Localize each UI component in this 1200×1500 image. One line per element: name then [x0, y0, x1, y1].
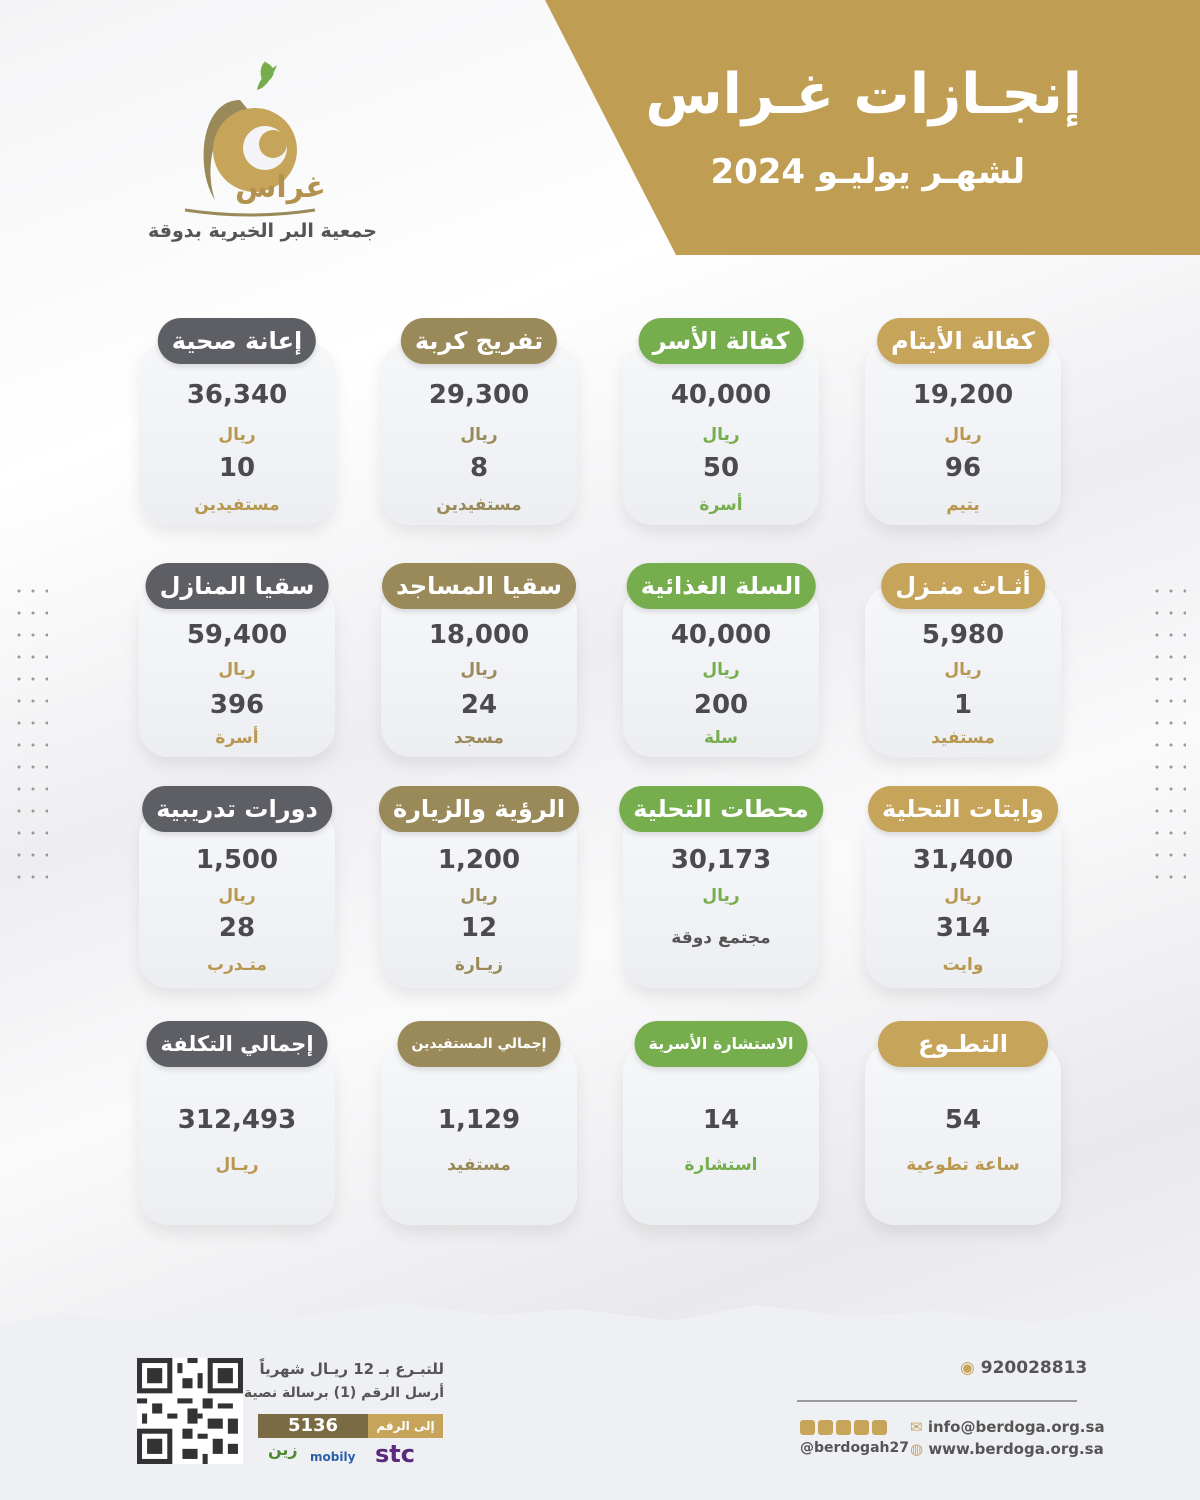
card-volunteering	[865, 1030, 1061, 1225]
card-relief	[381, 327, 577, 525]
card-amount-unit: ريال	[218, 886, 256, 906]
card-count-unit: وايت	[942, 955, 984, 975]
card-amount-unit: ساعة تطوعية	[906, 1155, 1020, 1175]
card-count-unit: مستفيد	[931, 728, 995, 748]
card-amount-unit: ريال	[218, 660, 256, 680]
tiktok-icon[interactable]	[854, 1420, 869, 1435]
card-amount: 54	[944, 1105, 982, 1135]
card-amount-unit: مستفيد	[447, 1155, 511, 1175]
card-amount: 19,200	[912, 380, 1014, 410]
carrier-stc: stc	[375, 1440, 415, 1468]
card-amount: 18,000	[428, 620, 530, 650]
card-count-unit: متـدرب	[207, 955, 267, 975]
card-count-unit: يتيم	[946, 495, 980, 515]
card-count-unit: مستفيدين	[194, 495, 280, 515]
card-title: إجمالي التكلفة	[146, 1021, 327, 1067]
globe-icon: ◍	[910, 1440, 924, 1458]
card-count: 24	[460, 690, 498, 720]
card-mosque-water	[381, 572, 577, 757]
card-visitation	[381, 795, 577, 988]
card-count: 314	[935, 913, 991, 943]
card-amount-unit: ريال	[702, 886, 740, 906]
card-amount-unit: ريال	[944, 660, 982, 680]
mail-icon: ✉	[910, 1418, 923, 1436]
card-title: أثـاث منـزل	[881, 563, 1045, 609]
card-amount: 1,129	[437, 1105, 521, 1135]
card-title: محطات التحلية	[619, 786, 823, 832]
card-amount: 1,500	[195, 845, 279, 875]
card-amount: 31,400	[912, 845, 1014, 875]
card-count: 8	[469, 453, 489, 483]
card-amount-unit: ريال	[702, 660, 740, 680]
card-count: 1	[953, 690, 973, 720]
card-count: 10	[218, 453, 256, 483]
card-title: دورات تدريبية	[142, 786, 332, 832]
sms-code-box	[258, 1414, 443, 1438]
whatsapp-icon: ◉	[960, 1358, 975, 1378]
card-title: التطـوع	[878, 1021, 1048, 1067]
card-count-unit: مستفيدين	[436, 495, 522, 515]
decor-dots-right	[1150, 580, 1186, 880]
donate-line-1: للتبـرع بـ 12 ريـال شهرياً	[259, 1360, 444, 1378]
logo-name: غراس	[235, 170, 326, 205]
card-count-unit: مسجد	[454, 728, 504, 748]
card-count-unit: سلة	[704, 728, 738, 748]
card-count: 12	[460, 913, 498, 943]
card-count: 396	[209, 690, 265, 720]
logo-org: جمعية البر الخيرية بدوقة	[148, 220, 377, 242]
card-amount: 30,173	[670, 845, 772, 875]
card-amount: 5,980	[921, 620, 1005, 650]
card-count-unit: أسرة	[699, 495, 743, 515]
card-total-beneficiaries	[381, 1036, 577, 1225]
card-title: كفالة الأيتام	[877, 318, 1049, 364]
social-icons[interactable]	[800, 1420, 887, 1436]
card-amount: 59,400	[186, 620, 288, 650]
email-text: info@berdoga.org.sa	[927, 1418, 1105, 1436]
card-amount: 40,000	[670, 380, 772, 410]
social-handle: @berdogah27	[800, 1440, 909, 1456]
card-count-unit: زيـارة	[454, 955, 504, 975]
card-total-cost	[139, 1032, 335, 1225]
card-amount: 29,300	[428, 380, 530, 410]
card-title: كفالة الأسر	[639, 318, 804, 364]
card-amount-unit: ريال	[702, 425, 740, 445]
sms-code-number: 5136	[258, 1414, 368, 1438]
card-amount: 36,340	[186, 380, 288, 410]
card-amount-unit: ريال	[944, 886, 982, 906]
card-title: الاستشارة الأسرية	[635, 1021, 808, 1067]
card-desal-stations	[623, 795, 819, 988]
decor-dots-left	[12, 580, 48, 880]
card-count-unit: مجتمع دوقة	[671, 928, 771, 948]
card-title: الرؤية والزيارة	[379, 786, 579, 832]
phone-number[interactable]	[960, 1358, 1087, 1378]
card-title: تفريج كربة	[401, 318, 557, 364]
card-count: 96	[944, 453, 982, 483]
snapchat-icon[interactable]	[872, 1420, 887, 1435]
card-furniture	[865, 572, 1061, 757]
card-title: سقيا المنازل	[146, 563, 329, 609]
sms-code-label: إلى الرقم	[368, 1414, 443, 1438]
card-amount-unit: ريال	[460, 886, 498, 906]
card-count-unit: أسرة	[215, 728, 259, 748]
card-title: إجمالي المستفيدين	[398, 1021, 561, 1067]
card-amount: 14	[702, 1105, 740, 1135]
qr-code-icon[interactable]	[137, 1358, 243, 1464]
card-home-water	[139, 572, 335, 757]
card-families	[623, 327, 819, 525]
card-training	[139, 795, 335, 988]
card-amount-unit: ريال	[460, 660, 498, 680]
card-amount: 1,200	[437, 845, 521, 875]
card-water-trucks	[865, 795, 1061, 988]
phone-text: 920028813	[980, 1358, 1088, 1378]
card-amount-unit: ريال	[218, 425, 256, 445]
card-amount-unit: استشارة	[684, 1155, 758, 1175]
instagram-icon[interactable]	[836, 1420, 851, 1435]
card-title: وايتات التحلية	[868, 786, 1058, 832]
donate-line-2: أرسل الرقم (1) برسالة نصية	[243, 1385, 444, 1401]
card-orphans	[865, 327, 1061, 525]
card-count: 200	[693, 690, 749, 720]
header-banner	[545, 0, 1200, 255]
card-title: السلة الغذائية	[627, 563, 816, 609]
footer-divider	[797, 1400, 1077, 1402]
website-link[interactable]	[910, 1440, 1104, 1458]
carrier-zain: زين	[268, 1440, 298, 1459]
card-amount: 312,493	[177, 1105, 297, 1135]
x-icon[interactable]	[800, 1420, 815, 1435]
card-title: سقيا المساجد	[382, 563, 576, 609]
card-health	[139, 327, 335, 525]
website-text: www.berdoga.org.sa	[928, 1440, 1104, 1458]
card-amount-unit: ريال	[460, 425, 498, 445]
card-amount-unit: ريال	[944, 425, 982, 445]
card-count: 50	[702, 453, 740, 483]
card-family-consult	[623, 1034, 819, 1225]
email-link[interactable]	[910, 1418, 1105, 1436]
card-amount: 40,000	[670, 620, 772, 650]
page-title: إنجـازات غـراس	[645, 62, 1082, 127]
facebook-icon[interactable]	[818, 1420, 833, 1435]
card-title: إعانة صحية	[158, 318, 316, 364]
card-count: 28	[218, 913, 256, 943]
card-food-basket	[623, 572, 819, 757]
card-amount-unit: ريـال	[215, 1155, 259, 1175]
page-subtitle: لشهـر يوليـو 2024	[710, 152, 1025, 192]
carrier-mobily: mobily	[310, 1450, 356, 1464]
